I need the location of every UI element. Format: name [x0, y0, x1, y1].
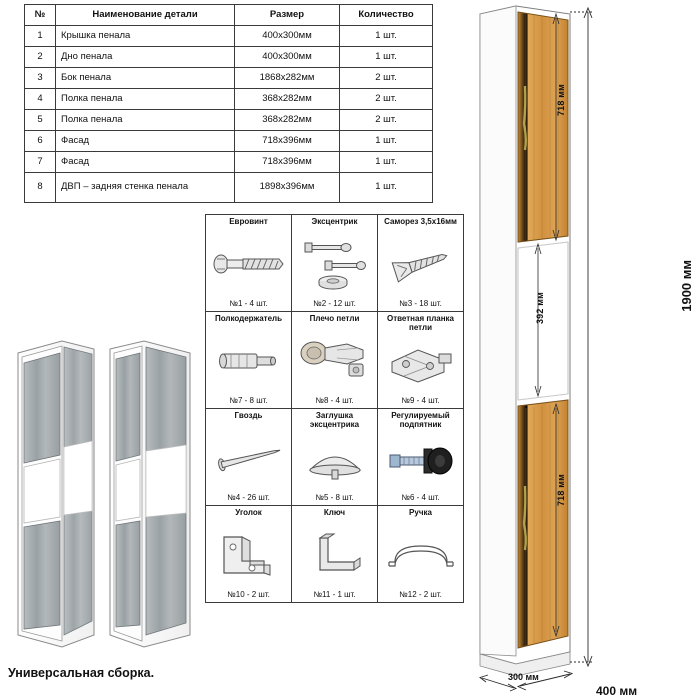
cell-quantity: 1 шт.: [340, 173, 433, 203]
hardware-cell-self-tapping-screw: [378, 215, 464, 312]
cell-number: 7: [25, 152, 56, 173]
hardware-title: Заглушка эксцентрика: [309, 411, 360, 429]
dimension-total-height: 1900 мм: [679, 260, 694, 312]
hardware-cell-cam-lock: [292, 215, 378, 312]
cell-part-name: Бок пенала: [56, 68, 235, 89]
dimension-top-door: 718 мм: [556, 84, 566, 117]
large-cabinet-illustration: [470, 4, 690, 699]
cell-part-name: Фасад: [56, 152, 235, 173]
header-part-name: Наименование детали: [56, 5, 235, 26]
assembly-caption: Универсальная сборка.: [8, 666, 155, 680]
cell-size: 1898х396мм: [235, 173, 340, 203]
table-row: [25, 131, 433, 152]
cell-number: 1: [25, 26, 56, 47]
hardware-quantity: №8 - 4 шт.: [315, 396, 354, 405]
hardware-quantity: №9 - 4 шт.: [401, 396, 440, 405]
cell-number: 5: [25, 110, 56, 131]
hardware-title: Эксцентрик: [311, 217, 358, 226]
dimension-width: 400 мм: [596, 684, 638, 698]
hardware-title: Полкодержатель: [214, 314, 283, 323]
nail-icon: [208, 422, 289, 493]
dimension-bottom-door: 718 мм: [556, 474, 566, 507]
table-row: [25, 110, 433, 131]
header-number: №: [25, 5, 56, 26]
hardware-quantity: №4 - 26 шт.: [227, 493, 270, 502]
cell-part-name: Крышка пенала: [56, 26, 235, 47]
cell-quantity: 2 шт.: [340, 89, 433, 110]
cell-part-name: Фасад: [56, 131, 235, 152]
dimension-middle-open: 392 мм: [535, 292, 545, 325]
cell-number: 8: [25, 173, 56, 203]
cam-lock-icon: [294, 228, 375, 299]
hinge-plate-icon: [380, 333, 461, 396]
table-row: [25, 89, 433, 110]
header-size: Размер: [235, 5, 340, 26]
hardware-title: Ручка: [409, 508, 432, 517]
hardware-title: Еврoвинт: [229, 217, 268, 226]
cell-number: 3: [25, 68, 56, 89]
hardware-cell-handle: [378, 506, 464, 603]
header-quantity: Количество: [340, 5, 433, 26]
hardware-quantity: №12 - 2 шт.: [399, 590, 442, 599]
table-row: [25, 26, 433, 47]
small-cabinet-illustration: [10, 335, 200, 665]
hardware-title: Саморез 3,5х16мм: [384, 217, 457, 226]
hardware-cell-corner-bracket: [206, 506, 292, 603]
hardware-quantity: №3 - 18 шт.: [399, 299, 442, 308]
cell-quantity: 1 шт.: [340, 26, 433, 47]
hinge-arm-icon: [294, 325, 375, 396]
cell-size: 400х300мм: [235, 47, 340, 68]
cell-size: 1868х282мм: [235, 68, 340, 89]
cell-size: 400х300мм: [235, 26, 340, 47]
hardware-cell-allen-key: [292, 506, 378, 603]
cell-number: 4: [25, 89, 56, 110]
small-cabinet-left-unit: [18, 341, 94, 647]
hardware-quantity: №2 - 12 шт.: [313, 299, 356, 308]
table-row: [25, 173, 433, 203]
table-row: [25, 47, 433, 68]
cell-part-name: ДВП – задняя стенка пенала: [56, 173, 235, 203]
cell-part-name: Полка пенала: [56, 110, 235, 131]
cell-size: 368х282мм: [235, 89, 340, 110]
cell-size: 368х282мм: [235, 110, 340, 131]
shelf-support-icon: [208, 325, 289, 396]
cell-quantity: 1 шт.: [340, 131, 433, 152]
hardware-title: Уголок: [235, 508, 262, 517]
self-tapping-screw-icon: [380, 228, 461, 299]
table-header-row: [25, 5, 433, 26]
hardware-quantity: №1 - 4 шт.: [229, 299, 268, 308]
hardware-quantity: №11 - 1 шт.: [313, 590, 356, 599]
hardware-quantity: №6 - 4 шт.: [401, 493, 440, 502]
hardware-quantity: №10 - 2 шт.: [227, 590, 270, 599]
cell-quantity: 2 шт.: [340, 110, 433, 131]
hardware-title: Ответная планка петли: [386, 314, 455, 332]
cell-size: 718х396мм: [235, 131, 340, 152]
handle-icon: [380, 519, 461, 590]
hardware-title: Гвоздь: [234, 411, 263, 420]
height-dimension-line: [570, 8, 592, 666]
confirmat-screw-icon: [208, 228, 289, 299]
cell-part-name: Полка пенала: [56, 89, 235, 110]
small-cabinet-right-unit: [110, 341, 190, 647]
hardware-title: Плечо петли: [309, 314, 360, 323]
cell-quantity: 1 шт.: [340, 47, 433, 68]
hardware-grid: [205, 214, 464, 603]
hardware-quantity: №7 - 8 шт.: [229, 396, 268, 405]
cell-quantity: 2 шт.: [340, 68, 433, 89]
hardware-title: Регулируемый подпятник: [391, 411, 450, 429]
corner-bracket-icon: [208, 519, 289, 590]
cell-number: 6: [25, 131, 56, 152]
allen-key-icon: [294, 519, 375, 590]
hardware-quantity: №5 - 8 шт.: [315, 493, 354, 502]
cell-size: 718х396мм: [235, 152, 340, 173]
parts-table: [24, 4, 433, 203]
adjustable-foot-icon: [380, 430, 461, 493]
hardware-cell-nail: [206, 409, 292, 506]
cam-cap-icon: [294, 430, 375, 493]
cell-part-name: Дно пенала: [56, 47, 235, 68]
hardware-cell-confirmat-screw: [206, 215, 292, 312]
table-row: [25, 152, 433, 173]
hardware-cell-hinge-arm: [292, 312, 378, 409]
hardware-title: Ключ: [323, 508, 346, 517]
dimension-depth: 300 мм: [508, 672, 539, 682]
cell-quantity: 1 шт.: [340, 152, 433, 173]
hardware-cell-shelf-support: [206, 312, 292, 409]
hardware-cell-adjustable-foot: [378, 409, 464, 506]
hardware-cell-cam-cap: [292, 409, 378, 506]
table-row: [25, 68, 433, 89]
hardware-cell-hinge-plate: [378, 312, 464, 409]
cell-number: 2: [25, 47, 56, 68]
